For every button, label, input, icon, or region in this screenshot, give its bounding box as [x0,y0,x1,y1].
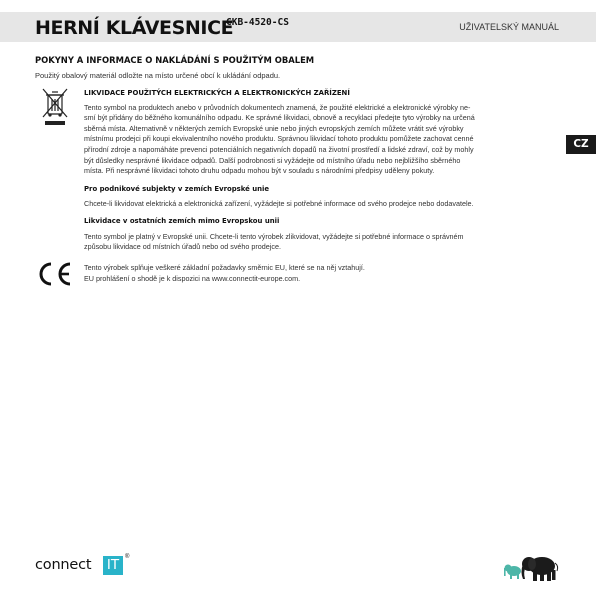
ce-mark-icon [36,262,74,286]
weee-line: místnímu prodejci při koupi ekvivalentního nového produktu. Správnou likvidací tohoto produktu pomůžete zachovat cenné [84,134,474,144]
outside-eu-line: způsobu likvidace od místních úřadů nebo od svého prodejce. [84,242,281,252]
crossed-bin-icon [40,86,70,128]
trademark-symbol: ® [125,554,130,560]
weee-line: smí být přidány do běžného komunálního odpadu. Ke správné likvidaci, obnově a recyklaci předejte tyto výrobky na určená [84,113,475,123]
weee-body [84,103,556,177]
section-heading: POKYNY A INFORMACE O NAKLÁDÁNÍ S POUŽITÝM OBALEM [35,55,315,65]
model-number: CKB-4520-CS [226,17,289,28]
weee-line: místa. Při nesprávné likvidaci tohoto druhu odpadu mohou být v souladu s národními předpisy uděleny pokuty. [84,166,435,176]
logo-text: connect [35,557,92,573]
business-heading: Pro podnikové subjekty v zemích Evropské unie [84,184,270,193]
outside-eu-heading: Likvidace v ostatních zemích mimo Evropskou unii [84,216,280,225]
weee-line: sběrná místa. Alternativně v některých zemích Evropské unie nebo jiných evropských zemích můžete vrátit své výrobky [84,123,464,133]
elephants-icon [503,552,561,582]
weee-line: Tento symbol na produktech anebo v průvodních dokumentech znamená, že použité elektrické a elektronické výrobky ne- [84,102,471,112]
manual-label: UŽIVATELSKÝ MANUÁL [459,22,559,32]
weee-line: být důsledky nesprávné likvidace odpadů. Další podrobnosti si vyžádejte od místního úřadu nebo nejbližšího sběrného [84,155,461,165]
weee-section [84,88,556,253]
business-text: Chcete-li likvidovat elektrická a elektronická zařízení, vyžádejte si potřebné informace od svého prodejce nebo dodavatele. [84,199,474,209]
language-tab: CZ [566,135,596,154]
ce-section [84,263,556,284]
section-intro: Použitý obalový materiál odložte na místo určené obcí k ukládání odpadu. [35,71,281,80]
ce-line: Tento výrobek splňuje veškeré základní požadavky směrnic EU, které se na něj vztahují. [84,263,365,272]
outside-eu-line: Tento symbol je platný v Evropské unii. Chcete-li tento výrobek zlikvidovat, vyžádejte si potřebné informace o správném [84,231,464,241]
header-title: HERNÍ KLÁVESNICE [35,17,234,39]
ce-line: EU prohlášení o shodě je k dispozici na www.connectit-europe.com. [84,273,301,283]
weee-heading: LIKVIDACE POUŽITÝCH ELEKTRICKÝCH A ELEKTRONICKÝCH ZAŘÍZENÍ [84,89,350,97]
weee-line: přírodní zdroje a napomáháte prevenci potenciálních negativních dopadů na životní prostředí a lidské zdraví, což by mohly [84,144,474,154]
logo-box: IT [103,556,123,575]
